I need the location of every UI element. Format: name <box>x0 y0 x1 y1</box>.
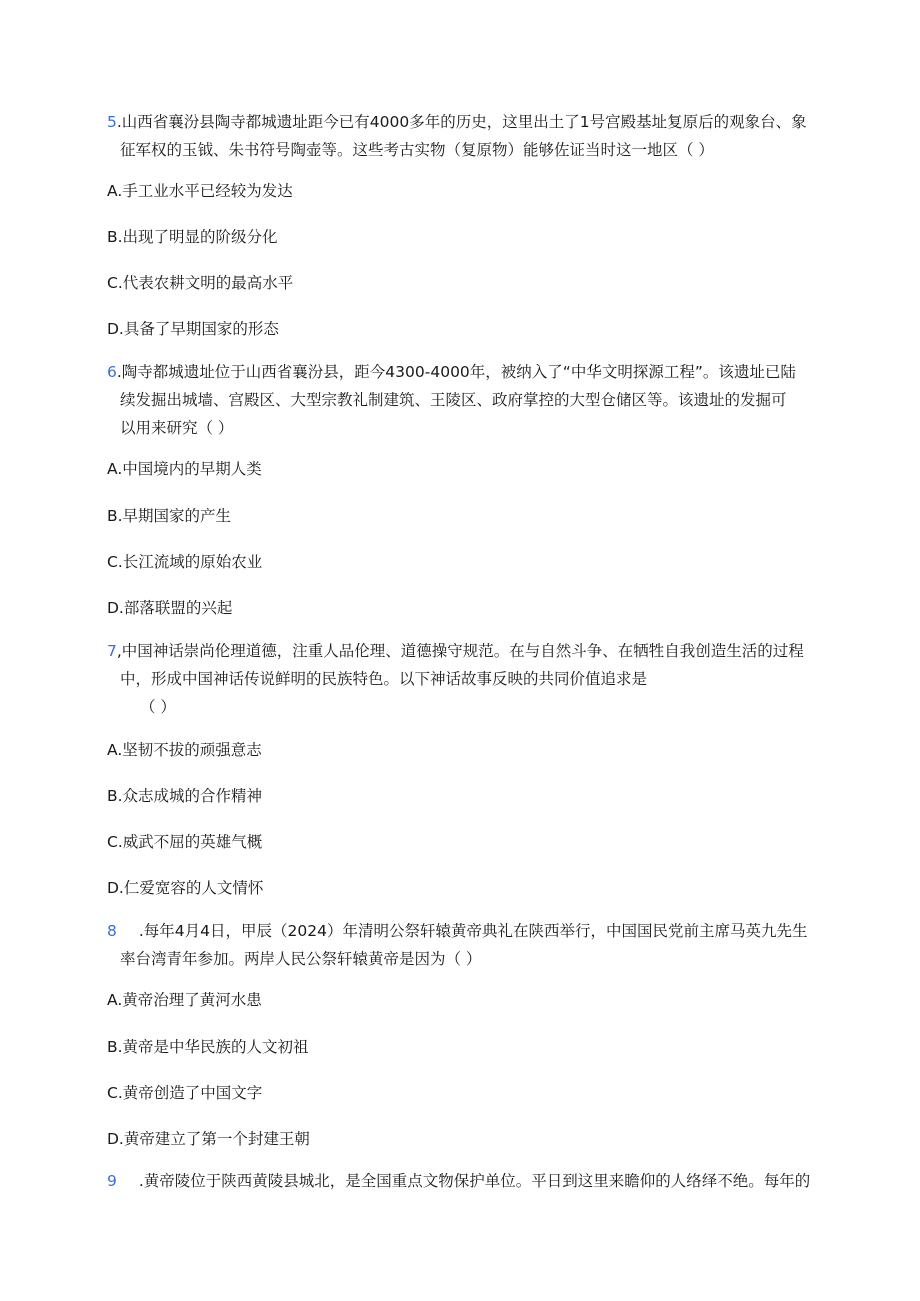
option-d[interactable]: D.具备了早期国家的形态 <box>107 320 279 338</box>
question-9 <box>107 1167 811 1195</box>
question-line <box>107 637 807 665</box>
option-d[interactable]: D.部落联盟的兴起 <box>107 599 233 617</box>
question-number: 6 <box>107 363 117 381</box>
question-line <box>107 917 807 945</box>
option-a[interactable]: A.中国境内的早期人类 <box>107 460 262 478</box>
option-b[interactable]: B.众志成城的合作精神 <box>107 787 263 805</box>
question-line: 中，形成中国神话传说鲜明的民族特色。以下神话故事反映的共同价值追求是 <box>120 670 648 688</box>
question-line: 以用来研究（ ） <box>120 419 234 437</box>
question-text: ,中国神话崇尚伦理道德，注重人品伦理、道德操守规范。在与自然斗争、在牺牲自我创造生活的过程 <box>116 642 804 660</box>
question-number: 9 <box>107 1172 117 1190</box>
option-d[interactable]: D.仁爱宽容的人文情怀 <box>107 879 264 897</box>
question-text: .山西省襄汾县陶寺都城遗址距今已有4000多年的历史，这里出土了1号宫殿基址复原后的观象台、象 <box>116 113 807 131</box>
question-number: 5 <box>107 113 117 131</box>
question-line <box>107 1167 811 1195</box>
option-b[interactable]: B.黄帝是中华民族的人文初祖 <box>107 1038 309 1056</box>
option-a[interactable]: A.黄帝治理了黄河水患 <box>107 991 262 1009</box>
question-text: .陶寺都城遗址位于山西省襄汾县，距今4300-4000年，被纳入了“中华文明探源工程”。该遗址已陆 <box>116 363 796 381</box>
question-text: .每年4月4日，甲辰（2024）年清明公祭轩辕黄帝典礼在陕西举行，中国国民党前主席马英九先生 <box>138 922 808 940</box>
question-line: 率台湾青年参加。两岸人民公祭轩辕黄帝是因为（ ） <box>120 950 482 968</box>
option-c[interactable]: C.长江流域的原始农业 <box>107 553 263 571</box>
option-d[interactable]: D.黄帝建立了第一个封建王朝 <box>107 1130 310 1148</box>
option-c[interactable]: C.代表农耕文明的最高水平 <box>107 274 294 292</box>
answer-bracket: （ ） <box>140 698 176 716</box>
option-b[interactable]: B.出现了明显的阶级分化 <box>107 228 278 246</box>
option-c[interactable]: C.威武不屈的英雄气概 <box>107 833 263 851</box>
question-7 <box>107 637 807 721</box>
question-line: 征军权的玉钺、朱书符号陶壶等。这些考古实物（复原物）能够佐证当时这一地区（ ） <box>120 141 714 159</box>
question-line <box>107 108 807 136</box>
question-number: 7 <box>107 642 117 660</box>
option-a[interactable]: A.坚韧不拔的顽强意志 <box>107 741 262 759</box>
option-a[interactable]: A.手工业水平已经较为发达 <box>107 182 293 200</box>
option-c[interactable]: C.黄帝创造了中国文字 <box>107 1084 263 1102</box>
question-text: .黄帝陵位于陕西黄陵县城北，是全国重点文物保护单位。平日到这里来瞻仰的人络绎不绝。每年的 <box>138 1172 811 1190</box>
option-b[interactable]: B.早期国家的产生 <box>107 507 232 525</box>
question-number: 8 <box>107 922 117 940</box>
question-5 <box>107 108 807 164</box>
question-8 <box>107 917 807 973</box>
question-6 <box>107 358 807 442</box>
question-line <box>107 358 807 386</box>
question-line: 续发掘出城墙、宫殿区、大型宗教礼制建筑、王陵区、政府掌控的大型仓储区等。该遗址的发掘可 <box>120 391 787 409</box>
